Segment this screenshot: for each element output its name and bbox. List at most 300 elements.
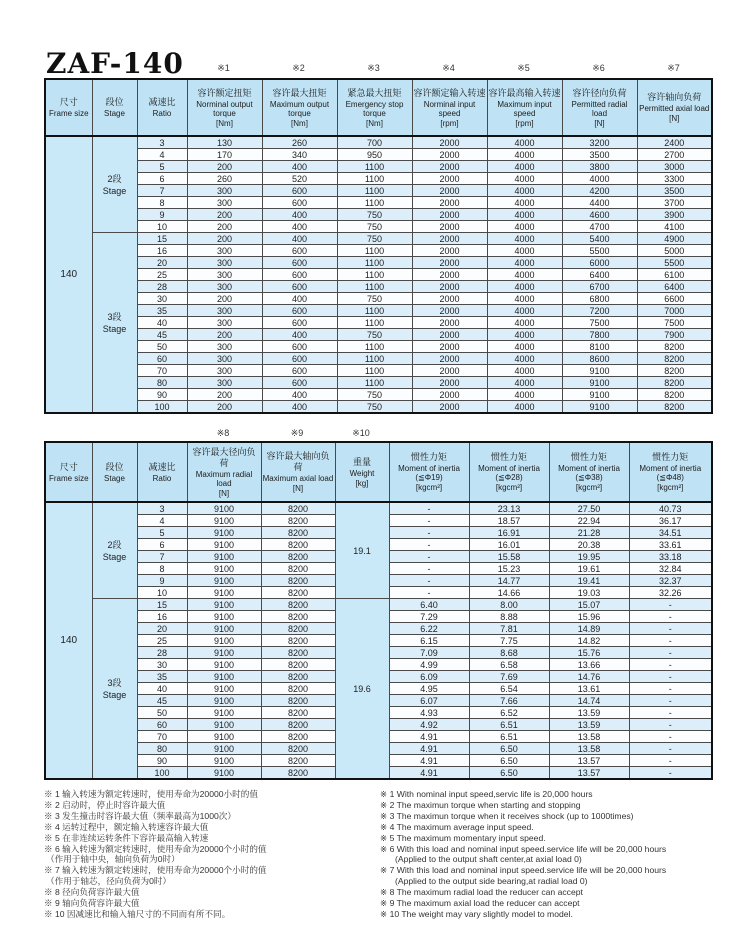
value-cell: 8200	[261, 647, 335, 659]
value-cell: 7500	[637, 317, 712, 329]
page-title: ZAF-140	[46, 47, 184, 80]
value-cell: 5500	[562, 245, 637, 257]
value-cell: 4.91	[389, 755, 469, 767]
value-cell: 9100	[187, 575, 261, 587]
value-cell: 300	[187, 305, 262, 317]
footnote-line: ※ 3 发生撞击时容许最大值（频率最高为1000次）	[44, 810, 236, 821]
ratio-cell: 9	[137, 209, 187, 221]
value-cell: 600	[262, 197, 337, 209]
value-cell: 700	[337, 136, 412, 149]
value-cell: 33.61	[629, 539, 712, 551]
footnote-line: ※ 7 With this load and nominal input speed.service life will be 20,000 hours	[380, 865, 667, 876]
value-cell: 300	[187, 353, 262, 365]
value-cell: 4000	[487, 329, 562, 341]
value-cell: 2000	[412, 136, 487, 149]
value-cell: 5400	[562, 233, 637, 245]
value-cell: 13.57	[549, 755, 629, 767]
col-header-moment-of-inertia-19: 惯性力矩 Moment of inertia (≦Φ19) [kgcm²]	[389, 442, 469, 502]
value-cell: 9100	[187, 502, 261, 515]
value-cell: 6.07	[389, 695, 469, 707]
table-row	[45, 245, 712, 257]
value-cell: -	[629, 755, 712, 767]
ratio-cell: 100	[137, 401, 187, 414]
value-cell: 6.15	[389, 635, 469, 647]
table-row	[45, 401, 712, 414]
ratio-cell: 7	[137, 185, 187, 197]
footnote-line: ※ 5 The maximum momentary input speed.	[380, 832, 546, 843]
table2-footnote-marks	[186, 428, 711, 439]
ratio-cell: 20	[137, 623, 187, 635]
value-cell: 1100	[337, 269, 412, 281]
value-cell: 3000	[637, 161, 712, 173]
value-cell: 8200	[261, 575, 335, 587]
value-cell: 520	[262, 173, 337, 185]
table1-header-row	[45, 79, 712, 136]
value-cell: 6.09	[389, 671, 469, 683]
table-row	[45, 365, 712, 377]
value-cell: 6400	[637, 281, 712, 293]
value-cell: -	[629, 695, 712, 707]
footnote-continuation: （作用于轴中央，轴向负荷为0时）	[46, 854, 180, 865]
value-cell: 300	[187, 317, 262, 329]
footnotes	[44, 789, 711, 920]
value-cell: 4000	[487, 161, 562, 173]
value-cell: 600	[262, 185, 337, 197]
value-cell: 20.38	[549, 539, 629, 551]
ratio-cell: 35	[137, 671, 187, 683]
value-cell: 8200	[261, 743, 335, 755]
value-cell: 4.91	[389, 743, 469, 755]
value-cell: 7.66	[469, 695, 549, 707]
value-cell: 8200	[261, 587, 335, 599]
value-cell: 4000	[487, 365, 562, 377]
value-cell: 750	[337, 233, 412, 245]
value-cell: 8200	[261, 563, 335, 575]
value-cell: 2000	[412, 173, 487, 185]
value-cell: 2400	[637, 136, 712, 149]
value-cell: 8600	[562, 353, 637, 365]
table-row	[45, 293, 712, 305]
value-cell: 4600	[562, 209, 637, 221]
value-cell: 7.09	[389, 647, 469, 659]
value-cell: 200	[187, 329, 262, 341]
value-cell: 9100	[187, 539, 261, 551]
value-cell: 9100	[187, 767, 261, 780]
value-cell: 6.52	[469, 707, 549, 719]
value-cell: -	[629, 647, 712, 659]
value-cell: 14.77	[469, 575, 549, 587]
table-row	[45, 149, 712, 161]
ratio-cell: 40	[137, 683, 187, 695]
value-cell: 6.50	[469, 755, 549, 767]
value-cell: 2000	[412, 401, 487, 414]
table-row	[45, 221, 712, 233]
value-cell: 13.66	[549, 659, 629, 671]
value-cell: 9100	[187, 719, 261, 731]
value-cell: 7000	[637, 305, 712, 317]
value-cell: 4400	[562, 197, 637, 209]
value-cell: 4.91	[389, 731, 469, 743]
value-cell: 23.13	[469, 502, 549, 515]
value-cell: 1100	[337, 161, 412, 173]
footnote-line: ※ 9 轴向负荷容许最大值	[44, 898, 140, 909]
ratio-cell: 8	[137, 563, 187, 575]
value-cell: 600	[262, 245, 337, 257]
value-cell: 32.37	[629, 575, 712, 587]
mark-5: ※5	[517, 63, 530, 73]
value-cell: 19.41	[549, 575, 629, 587]
ratio-cell: 45	[137, 695, 187, 707]
footnote-line: ※ 4 运转过程中，额定输入转速容许最大值	[44, 821, 209, 832]
ratio-cell: 16	[137, 611, 187, 623]
value-cell: 14.74	[549, 695, 629, 707]
ratio-cell: 70	[137, 365, 187, 377]
col-header-frame-size: 尺寸 Frame size	[45, 79, 92, 136]
table2-header-row	[45, 442, 712, 502]
footnote-line: ※ 9 The maximum axial load the reducer can accept	[380, 898, 580, 909]
value-cell: -	[629, 767, 712, 780]
footnote-continuation: （作用于轴芯，径向负荷为0时）	[46, 876, 172, 887]
ratio-cell: 28	[137, 647, 187, 659]
value-cell: 15.96	[549, 611, 629, 623]
value-cell: 32.84	[629, 563, 712, 575]
value-cell: 33.18	[629, 551, 712, 563]
ratio-cell: 60	[137, 353, 187, 365]
value-cell: 8200	[637, 401, 712, 414]
value-cell: 400	[262, 401, 337, 414]
table-row	[45, 377, 712, 389]
table-row	[45, 317, 712, 329]
value-cell: 7.75	[469, 635, 549, 647]
value-cell: 8.00	[469, 599, 549, 611]
value-cell: -	[629, 719, 712, 731]
value-cell: 4000	[487, 149, 562, 161]
table-row	[45, 269, 712, 281]
mark-2: ※2	[292, 63, 305, 73]
value-cell: 14.82	[549, 635, 629, 647]
value-cell: 6000	[562, 257, 637, 269]
value-cell: 14.76	[549, 671, 629, 683]
value-cell: 36.17	[629, 515, 712, 527]
value-cell: 8200	[261, 623, 335, 635]
value-cell: 5500	[637, 257, 712, 269]
value-cell: 170	[187, 149, 262, 161]
footnote-continuation: (Applied to the output side bearing,at radial load 0)	[395, 876, 588, 887]
value-cell: 400	[262, 329, 337, 341]
value-cell: 3500	[562, 149, 637, 161]
ratio-cell: 5	[137, 161, 187, 173]
value-cell: 27.50	[549, 502, 629, 515]
title-row	[44, 40, 711, 78]
value-cell: 8200	[261, 671, 335, 683]
load-weight-inertia-table	[44, 441, 713, 780]
mark-1: ※1	[217, 63, 230, 73]
ratio-cell: 9	[137, 575, 187, 587]
value-cell: -	[389, 563, 469, 575]
value-cell: 15.76	[549, 647, 629, 659]
value-cell: 4000	[487, 389, 562, 401]
value-cell: 19.03	[549, 587, 629, 599]
value-cell: 9100	[187, 635, 261, 647]
value-cell: 13.58	[549, 743, 629, 755]
value-cell: 9100	[187, 527, 261, 539]
value-cell: 300	[187, 257, 262, 269]
value-cell: 300	[187, 341, 262, 353]
value-cell: 400	[262, 389, 337, 401]
mark-7: ※7	[667, 63, 680, 73]
value-cell: 8200	[261, 527, 335, 539]
value-cell: 750	[337, 209, 412, 221]
col-header-nominal-output-torque: 容许额定扭矩 Norminal output torque [Nm]	[187, 79, 262, 136]
value-cell: 7.69	[469, 671, 549, 683]
value-cell: 600	[262, 365, 337, 377]
value-cell: 40.73	[629, 502, 712, 515]
table-row	[45, 281, 712, 293]
table-row	[45, 136, 712, 149]
value-cell: 8200	[261, 539, 335, 551]
value-cell: 8200	[261, 515, 335, 527]
value-cell: 4000	[487, 293, 562, 305]
value-cell: 9100	[187, 755, 261, 767]
value-cell: 4.95	[389, 683, 469, 695]
value-cell: 2000	[412, 269, 487, 281]
ratio-cell: 90	[137, 389, 187, 401]
value-cell: 8200	[261, 683, 335, 695]
ratio-cell: 6	[137, 539, 187, 551]
value-cell: 9100	[187, 731, 261, 743]
value-cell: 750	[337, 401, 412, 414]
value-cell: 16.01	[469, 539, 549, 551]
value-cell: 2000	[412, 377, 487, 389]
value-cell: 13.59	[549, 707, 629, 719]
value-cell: 4000	[487, 233, 562, 245]
value-cell: 8200	[261, 502, 335, 515]
value-cell: 200	[187, 293, 262, 305]
value-cell: 13.58	[549, 731, 629, 743]
value-cell: 2000	[412, 329, 487, 341]
ratio-cell: 100	[137, 767, 187, 780]
value-cell: 4000	[487, 185, 562, 197]
mark-8: ※8	[216, 428, 230, 438]
value-cell: 3900	[637, 209, 712, 221]
value-cell: 8200	[261, 731, 335, 743]
footnote-continuation: (Applied to the output shaft center,at axial load 0)	[395, 854, 582, 865]
ratio-cell: 35	[137, 305, 187, 317]
value-cell: 9100	[187, 647, 261, 659]
value-cell: 3300	[637, 173, 712, 185]
value-cell: 600	[262, 377, 337, 389]
value-cell: 2000	[412, 185, 487, 197]
footnote-line: ※ 7 输入转速为额定转速时，使用寿命为20000个小时的值	[44, 865, 267, 876]
ratio-cell: 6	[137, 173, 187, 185]
value-cell: 8200	[261, 635, 335, 647]
mark-4: ※4	[442, 63, 455, 73]
col-header-nominal-input-speed: 容许额定输入转速 Norminal input speed [rpm]	[412, 79, 487, 136]
value-cell: -	[629, 635, 712, 647]
value-cell: 6.58	[469, 659, 549, 671]
value-cell: 3200	[562, 136, 637, 149]
value-cell: 1100	[337, 305, 412, 317]
ratio-cell: 30	[137, 293, 187, 305]
value-cell: 15.58	[469, 551, 549, 563]
table1-body	[45, 136, 712, 413]
value-cell: 18.57	[469, 515, 549, 527]
value-cell: 750	[337, 389, 412, 401]
ratio-cell: 7	[137, 551, 187, 563]
table-row	[45, 161, 712, 173]
value-cell: 8200	[637, 341, 712, 353]
table1-footnote-marks	[186, 63, 711, 74]
value-cell: -	[629, 743, 712, 755]
value-cell: 400	[262, 233, 337, 245]
ratio-cell: 4	[137, 515, 187, 527]
value-cell: 8200	[261, 767, 335, 780]
value-cell: 260	[187, 173, 262, 185]
ratio-cell: 4	[137, 149, 187, 161]
value-cell: 200	[187, 401, 262, 414]
value-cell: 200	[187, 389, 262, 401]
value-cell: 7500	[562, 317, 637, 329]
value-cell: 9100	[187, 671, 261, 683]
table-row	[45, 209, 712, 221]
value-cell: 8200	[261, 611, 335, 623]
value-cell: 9100	[187, 599, 261, 611]
footnotes-english	[380, 789, 711, 920]
value-cell: 340	[262, 149, 337, 161]
value-cell: 6.54	[469, 683, 549, 695]
stage-cell: 2段 Stage	[92, 502, 137, 599]
value-cell: 22.94	[549, 515, 629, 527]
col-header-permitted-radial-load: 容许径向负荷 Permitted radial load [N]	[562, 79, 637, 136]
value-cell: 14.89	[549, 623, 629, 635]
col-header-emergency-stop-torque: 紧急最大扭矩 Emergency stop torque [Nm]	[337, 79, 412, 136]
table-row	[45, 599, 712, 611]
value-cell: 32.26	[629, 587, 712, 599]
value-cell: 600	[262, 317, 337, 329]
value-cell: 400	[262, 293, 337, 305]
value-cell: 8200	[261, 707, 335, 719]
col-header-moment-of-inertia-28: 惯性力矩 Moment of inertia (≦Φ28) [kgcm²]	[469, 442, 549, 502]
value-cell: 300	[187, 377, 262, 389]
value-cell: 6.51	[469, 719, 549, 731]
torque-speed-table	[44, 78, 713, 414]
value-cell: 13.57	[549, 767, 629, 780]
value-cell: 750	[337, 329, 412, 341]
table-row	[45, 329, 712, 341]
value-cell: 600	[262, 281, 337, 293]
value-cell: 2700	[637, 149, 712, 161]
value-cell: 15.23	[469, 563, 549, 575]
value-cell: 4000	[487, 173, 562, 185]
ratio-cell: 15	[137, 599, 187, 611]
value-cell: -	[629, 599, 712, 611]
value-cell: 8200	[637, 377, 712, 389]
ratio-cell: 3	[137, 136, 187, 149]
footnote-line: ※ 8 径向负荷容许最大值	[44, 887, 140, 898]
value-cell: 9100	[187, 587, 261, 599]
value-cell: 7.81	[469, 623, 549, 635]
value-cell: 200	[187, 209, 262, 221]
col-header-ratio: 减速比 Ratio	[137, 442, 187, 502]
ratio-cell: 40	[137, 317, 187, 329]
value-cell: 6700	[562, 281, 637, 293]
value-cell: 3800	[562, 161, 637, 173]
value-cell: 750	[337, 221, 412, 233]
value-cell: 4.93	[389, 707, 469, 719]
value-cell: 9100	[187, 695, 261, 707]
value-cell: 8.68	[469, 647, 549, 659]
value-cell: 7200	[562, 305, 637, 317]
value-cell: 3500	[637, 185, 712, 197]
value-cell: 600	[262, 353, 337, 365]
ratio-cell: 5	[137, 527, 187, 539]
value-cell: 6.51	[469, 731, 549, 743]
footnotes-chinese	[44, 789, 380, 920]
value-cell: 400	[262, 209, 337, 221]
ratio-cell: 20	[137, 257, 187, 269]
ratio-cell: 50	[137, 341, 187, 353]
value-cell: 1100	[337, 281, 412, 293]
value-cell: 1100	[337, 185, 412, 197]
value-cell: 2000	[412, 341, 487, 353]
value-cell: 1100	[337, 173, 412, 185]
value-cell: 200	[187, 233, 262, 245]
value-cell: 400	[262, 221, 337, 233]
value-cell: 2000	[412, 293, 487, 305]
value-cell: 300	[187, 365, 262, 377]
value-cell: 9100	[187, 611, 261, 623]
col-header-maximum-output-torque: 容许最大扭矩 Maximum output torque [Nm]	[262, 79, 337, 136]
value-cell: 2000	[412, 389, 487, 401]
footnote-line: ※ 10 The weight may vary slightly model to model.	[380, 908, 573, 919]
value-cell: 16.91	[469, 527, 549, 539]
ratio-cell: 25	[137, 269, 187, 281]
value-cell: -	[389, 527, 469, 539]
value-cell: 130	[187, 136, 262, 149]
value-cell: 8200	[261, 695, 335, 707]
value-cell: -	[389, 587, 469, 599]
weight-cell: 19.1	[335, 502, 389, 599]
stage-cell: 3段 Stage	[92, 599, 137, 780]
value-cell: 2000	[412, 353, 487, 365]
value-cell: 8200	[261, 599, 335, 611]
value-cell: 13.59	[549, 719, 629, 731]
value-cell: -	[629, 659, 712, 671]
value-cell: 4000	[487, 257, 562, 269]
value-cell: 1100	[337, 365, 412, 377]
value-cell: 750	[337, 293, 412, 305]
value-cell: 2000	[412, 245, 487, 257]
ratio-cell: 10	[137, 221, 187, 233]
ratio-cell: 3	[137, 502, 187, 515]
col-header-maximum-axial-load: 容许最大轴向负荷 Maximum axial load [N]	[261, 442, 335, 502]
value-cell: 9100	[562, 389, 637, 401]
value-cell: 1100	[337, 317, 412, 329]
col-header-ratio: 减速比 Ratio	[137, 79, 187, 136]
value-cell: 6.50	[469, 767, 549, 780]
value-cell: -	[389, 551, 469, 563]
value-cell: 4000	[562, 173, 637, 185]
value-cell: 600	[262, 341, 337, 353]
table-row	[45, 257, 712, 269]
value-cell: 8200	[637, 389, 712, 401]
footnote-line: ※ 3 The maximun torque when it receives shock (up to 1000times)	[380, 810, 634, 821]
value-cell: 6600	[637, 293, 712, 305]
footnote-line: ※ 6 输入转速为额定转速时，使用寿命为20000个小时的值	[44, 843, 267, 854]
value-cell: 2000	[412, 281, 487, 293]
value-cell: 4200	[562, 185, 637, 197]
value-cell: -	[389, 539, 469, 551]
